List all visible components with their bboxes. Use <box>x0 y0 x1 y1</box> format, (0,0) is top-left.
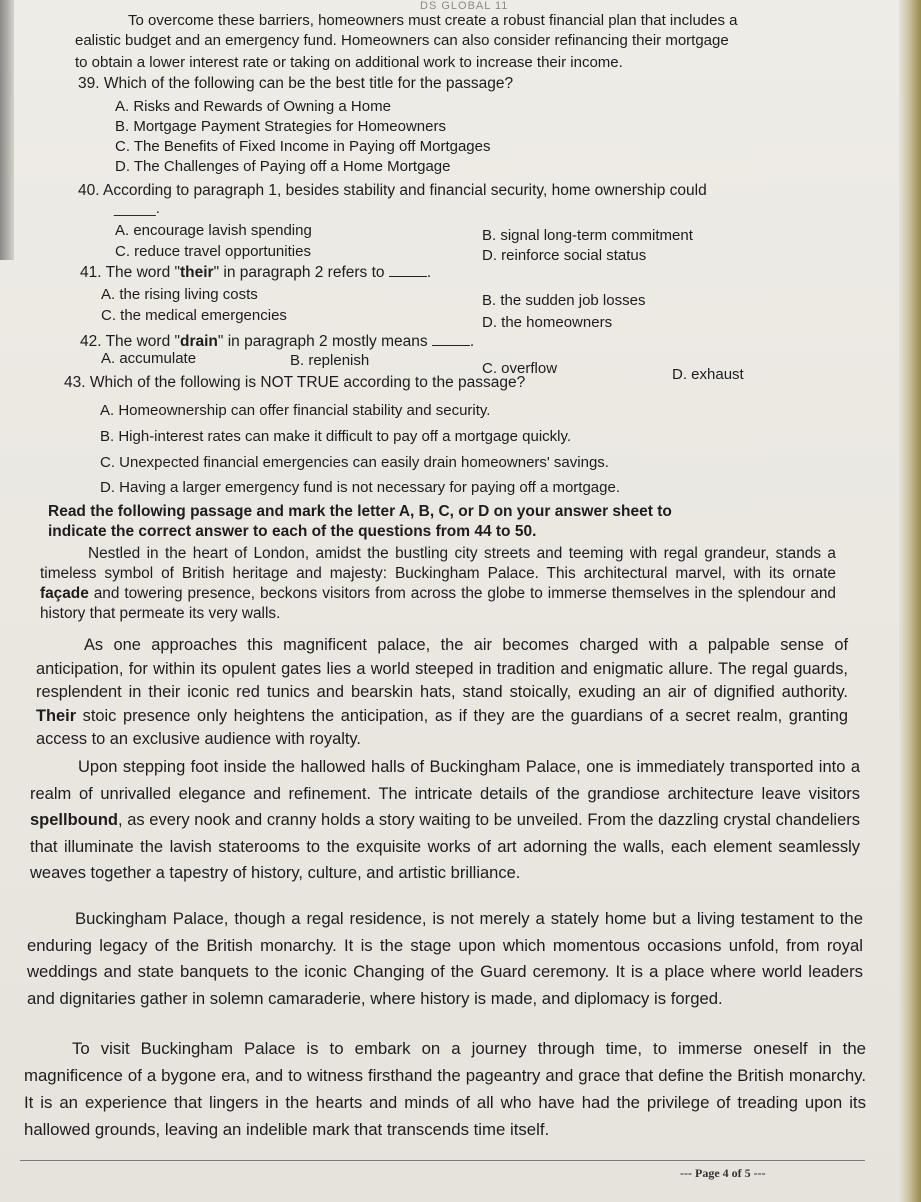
q39-option-a[interactable]: A. Risks and Rewards of Owning a Home <box>115 98 391 115</box>
q41-option-b[interactable]: B. the sudden job losses <box>482 292 646 309</box>
q39-stem: 39. Which of the following can be the best title for the passage? <box>78 75 514 92</box>
intro-line-2: ealistic budget and an emergency fund. Homeowners can also consider refinancing their mortgage <box>75 32 729 49</box>
q43-stem: 43. Which of the following is NOT TRUE according to the passage? <box>64 374 526 391</box>
q42-word: drain <box>180 333 218 350</box>
q41-answer-blank <box>389 276 427 277</box>
q40-blank: _____. <box>114 200 160 217</box>
instruction-line-2: indicate the correct answer to each of the questions from 44 to 50. <box>48 523 537 540</box>
q42-option-a[interactable]: A. accumulate <box>101 350 197 367</box>
passage-paragraph-3: Upon stepping foot inside the hallowed halls of Buckingham Palace, one is immediately transported into a realm of unrivalled elegance and refinement. The intricate details of the grandiose architecture leave visitors spellbound, as every nook and cranny holds a story waiting to be unveiled. From the dazzling crystal chandeliers that illuminate the lavish staterooms to the exquisite works of art adorning the walls, each element seamlessly weaves together a tapestry of history, culture, and artistic brilliance. <box>30 758 860 882</box>
keyword-facade: façade <box>40 585 89 602</box>
q43-option-d[interactable]: D. Having a larger emergency fund is not necessary for paying off a mortgage. <box>100 479 620 496</box>
q39-option-d[interactable]: D. The Challenges of Paying off a Home Mortgage <box>115 158 451 175</box>
q40-option-d[interactable]: D. reinforce social status <box>482 247 647 264</box>
q41-stem: 41. The word "their" in paragraph 2 refers to . <box>80 264 432 281</box>
instruction-line-1: Read the following passage and mark the letter A, B, C, or D on your answer sheet to <box>48 503 672 520</box>
q41-option-d[interactable]: D. the homeowners <box>482 314 613 331</box>
footer-divider <box>20 1160 865 1161</box>
passage-block-5 <box>24 1035 866 1143</box>
intro-line-3: to obtain a lower interest rate or taking on additional work to increase their income. <box>75 54 623 71</box>
keyword-their: Their <box>36 706 77 725</box>
intro-line-1: To overcome these barriers, homeowners must create a robust financial plan that includes a <box>128 12 738 29</box>
page-edge-shadow <box>0 0 14 260</box>
q42-option-d[interactable]: D. exhaust <box>672 366 744 383</box>
keyword-spellbound: spellbound <box>30 811 118 829</box>
q40-option-c[interactable]: C. reduce travel opportunities <box>115 243 311 260</box>
passage-block-3 <box>30 754 860 887</box>
passage-paragraph-2: As one approaches this magnificent palace, the air becomes charged with a palpable sense of anticipation, for within its opulent gates lies a world steeped in tradition and enigmatic allure. The regal guards, resplendent in their iconic red tunics and bearskin hats, stand stoically, exuding an air of dignified authority. Their stoic presence only heightens the anticipation, as if they are the guardians of a secret realm, granting access to an exclusive audience with royalty. <box>36 636 848 748</box>
page-edge-right <box>899 0 921 1202</box>
q41-option-c[interactable]: C. the medical emergencies <box>101 307 287 324</box>
q43-option-a[interactable]: A. Homeownership can offer financial stability and security. <box>100 402 491 419</box>
q42-stem: 42. The word "drain" in paragraph 2 mostly means . <box>80 333 475 350</box>
q40-option-a[interactable]: A. encourage lavish spending <box>115 222 312 239</box>
q42-answer-blank <box>432 345 470 346</box>
q43-option-b[interactable]: B. High-interest rates can make it difficult to pay off a mortgage quickly. <box>100 428 572 445</box>
passage-block-1 <box>40 544 836 624</box>
q39-option-c[interactable]: C. The Benefits of Fixed Income in Paying off Mortgages <box>115 138 491 155</box>
q43-option-c[interactable]: C. Unexpected financial emergencies can easily drain homeowners' savings. <box>100 454 609 471</box>
q39-option-b[interactable]: B. Mortgage Payment Strategies for Homeowners <box>115 118 446 135</box>
q41-word: their <box>180 264 214 281</box>
passage-paragraph-5: To visit Buckingham Palace is to embark on a journey through time, to immerse oneself in the magnificence of a bygone era, and to witness firsthand the pageantry and grace that define the British monarchy. It is an experience that lingers in the hearts and minds of all who have had the privilege of treading upon its hallowed grounds, leaving an indelible mark that transcends time itself. <box>24 1039 866 1139</box>
q40-stem: 40. According to paragraph 1, besides stability and financial security, home ownership could <box>78 182 707 199</box>
q40-option-b[interactable]: B. signal long-term commitment <box>482 227 693 244</box>
q42-option-c[interactable]: C. overflow <box>482 360 558 377</box>
q42-option-b[interactable]: B. replenish <box>290 352 370 369</box>
header-fragment: DS GLOBAL 11 <box>420 0 509 12</box>
passage-block-2 <box>36 634 848 752</box>
passage-paragraph-1: Nestled in the heart of London, amidst the bustling city streets and teeming with regal grandeur, stands a timeless symbol of British heritage and majesty: Buckingham Palace. This architectural marvel, with its ornate façade and towering presence, beckons visitors from across the globe to immerse themselves in the splendour and history that permeate its very walls. <box>40 545 836 622</box>
q41-option-a[interactable]: A. the rising living costs <box>101 286 258 303</box>
page-number: --- Page 4 of 5 --- <box>680 1166 766 1180</box>
passage-block-4 <box>27 906 863 1012</box>
passage-paragraph-4: Buckingham Palace, though a regal residence, is not merely a stately home but a living testament to the enduring legacy of the British monarchy. It is the stage upon which momentous occasions unfold, from royal weddings and state banquets to the iconic Changing of the Guard ceremony. It is a place where world leaders and dignitaries gather in solemn camaraderie, where history is made, and diplomacy is forged. <box>27 909 863 1008</box>
